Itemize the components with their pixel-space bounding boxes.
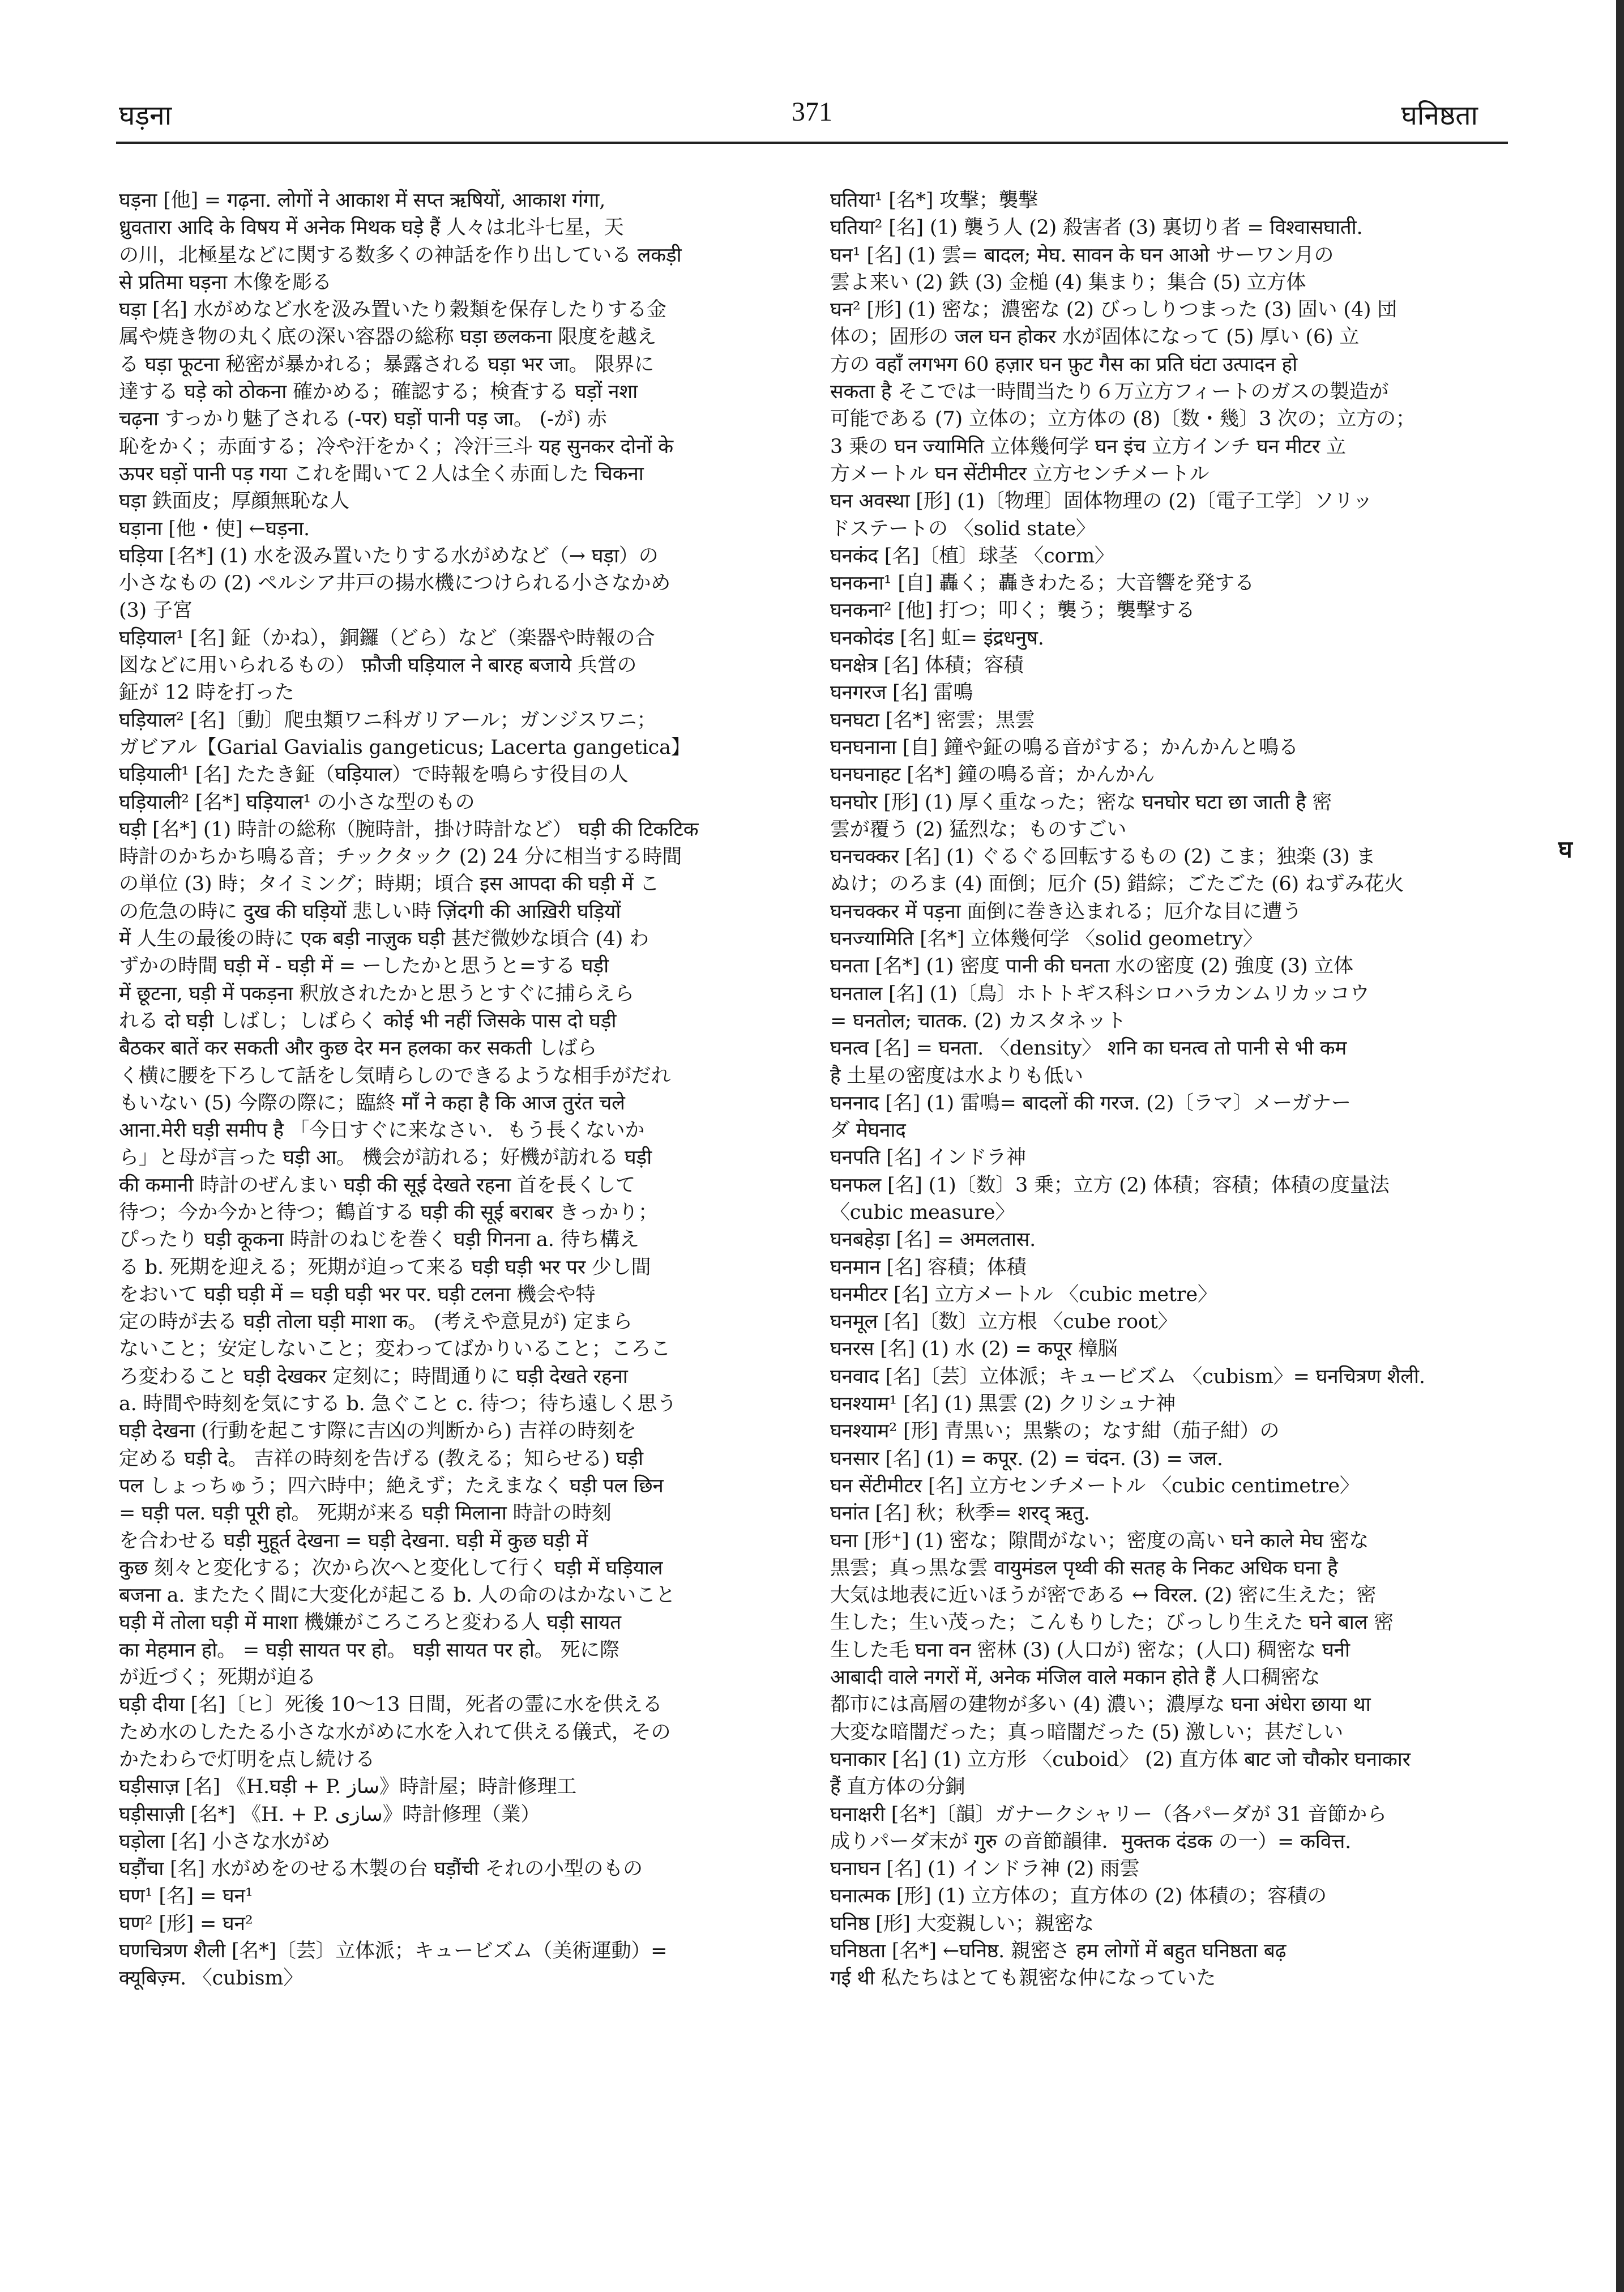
entry-line: を合わせる घड़ी मुहूर्त देखना = घड़ी देखना. घड़ी में कुछ घड़ी में (119, 1529, 588, 1552)
entry-line: ガビアル【Garial Gavialis gangeticus; Lacerta gangetica】 (119, 736, 691, 759)
entry-line: घड़ियाली¹ [名] たたき鉦（घड़ियाल）で時報を鳴らす役目の人 (119, 763, 629, 787)
entry-line: से प्रतिमा घड़ना 木像を彫る (119, 271, 332, 294)
entry-line: ぴったり घड़ी कूकना 時計のねじを巻く घड़ी गिनना a. 待ち構え (119, 1228, 639, 1252)
entry-line: の危急の時に दुख की घड़ियों 悲しい時 ज़िंदगी की आख़िरी घड़ियों (119, 900, 621, 923)
entry-line: घनघटा [名*] 密雲；黒雲 (830, 708, 1035, 732)
entry-line: घड़ी देखना (行動を起こす際に吉凶の判断から) 吉祥の時刻を (119, 1420, 636, 1443)
entry-line: घनरस [名] (1) 水 (2) = कपूर 樟脳 (830, 1338, 1118, 1361)
entry-line: की कमानी 時計のぜんまい घड़ी की सूई देखते रहना 首を長くして (119, 1173, 635, 1197)
entry-line: 可能である (7) 立体の；立方体の (8)〔数・幾〕3 次の；立方の； (830, 408, 1416, 431)
entry-line: घनाक्षरी [名*]〔韻〕ガナークシャリー（各パーダが 31 音節から (830, 1803, 1387, 1826)
entry-line: घतिया² [名] (1) 襲う人 (2) 殺害者 (3) 裏切り者 = विश्वासघाती. (830, 216, 1363, 240)
entry-line: 方の वहाँ लगभग 60 हज़ार घन फ़ुट गैस का प्रति घंटा उत्पादन हो (830, 353, 1297, 376)
entry-line: घनश्याम¹ [名] (1) 黒雲 (2) クリシュナ神 (830, 1393, 1176, 1416)
entry-line: 達する घड़े को ठोकना 確かめる；確認する；検査する घड़ों नशा (119, 381, 638, 404)
entry-line: चढ़ना すっかり魅了される (-पर) घड़ों पानी पड़ जा。 (-が) 赤 (119, 408, 607, 431)
entry-line: कुछ 刻々と変化する；次から次へと変化して行く घड़ी में घड़ियाल (119, 1556, 663, 1580)
entry-line: घनफल [名] (1)〔数〕3 乗；立方 (2) 体積；容積；体積の度量法 (830, 1173, 1390, 1197)
entry-line: 3 乗の घन ज्यामिति 立体幾何学 घन इंच 立方インチ घन मीटर 立 (830, 435, 1346, 458)
entry-line: घड़ियाली² [名*] घड़ियाल¹ の小さな型のもの (119, 791, 475, 814)
entry-line: ぬけ；のろま (4) 面倒；厄介 (5) 錯綜；ごたごた (6) ねずみ花火 (830, 873, 1404, 896)
entry-line: ため水のしたたる小さな水がめに水を入れて供える儀式，その (119, 1721, 671, 1744)
entry-line: 定の時が去る घड़ी तोला घड़ी माशा क。 (考えや意見が) 定まら (119, 1311, 632, 1334)
entry-line: घनकना¹ [自] 轟く；轟きわたる；大音響を発する (830, 572, 1254, 595)
entry-line: घड़ा 鉄面皮；厚顔無恥な人 (119, 490, 350, 513)
entry-line: घनमीटर [名] 立方メートル 〈cubic metre〉 (830, 1283, 1217, 1306)
entry-line: घड़िया [名*] (1) 水を汲み置いたりする水がめなど（→ घड़ा）の (119, 544, 659, 567)
header-rule (116, 142, 1508, 144)
entry-line: 体の；固形の जल घन होकर 水が固体になって (5) 厚い (6) 立 (830, 326, 1360, 349)
entry-line: 成りパーダ末が गुरु の音節韻律．मुक्तक दंडक の一）= कवित्त. (830, 1830, 1352, 1853)
entry-line: घनघोर [形] (1) 厚く重なった；密な घनघोर घटा छा जाती है 密 (830, 791, 1332, 814)
entry-line: घनश्याम² [形] 青黒い；黒紫の；なす紺（茄子紺）の (830, 1420, 1280, 1443)
entry-line: 時計のかちかち鳴る音；チックタック (2) 24 分に相当する時間 (119, 846, 682, 869)
entry-line: 小さなもの (2) ペルシア井戸の揚水機につけられる小さなかめ (119, 572, 671, 595)
entry-line: घड़ौंचा [名] 水がめをのせる木製の台 घड़ौंची それの小型のもの (119, 1858, 643, 1881)
entry-line: घनकोदंड [名] 虹= इंद्रधनुष. (830, 626, 1044, 650)
entry-line: घणचित्रण शैली [名*]〔芸〕立体派；キュービズム（美術運動）= (119, 1940, 668, 1962)
scan-edge (1616, 0, 1624, 2292)
entry-line: ध्रुवतारा आदि के विषय में अनेक मिथक घड़े हैं 人々は北斗七星，天 (119, 216, 624, 240)
entry-line: ずかの時間 घड़ी में - घड़ी में = ーしたかと思うと=する घड़ी (119, 955, 609, 978)
entry-line: घड़ियाल² [名]〔動〕爬虫類ワニ科ガリアール；ガンジスワニ； (119, 708, 657, 732)
entry-line: बजना a. またたく間に大変化が起こる b. 人の命のはかないこと (119, 1584, 676, 1607)
entry-line: = घनतोल; चातक. (2) カスタネット (830, 1009, 1126, 1032)
thumb-index-letter: घ (1558, 835, 1572, 863)
entry-line: घनमूल [名]〔数〕立方根 〈cube root〉 (830, 1311, 1178, 1334)
entry-line: 鉦が 12 時を打った (119, 681, 294, 705)
entry-line: सकता है そこでは一時間当たり６万立方フィートのガスの製造が (830, 381, 1389, 404)
entry-line: आबादी वाले नगरों में, अनेक मंजिल वाले मकान होते हैं 人口稠密な (830, 1666, 1320, 1689)
header-right-guide-word: घनिष्ठता (1401, 100, 1478, 131)
entry-line: く横に腰を下ろして話をし気晴らしのできるような相手がだれ (119, 1064, 671, 1087)
entry-line: घनकंद [名]〔植〕球茎 〈corm〉 (830, 544, 1114, 567)
entry-line: ऊपर घड़ों पानी पड़ गया これを聞いて２人は全く赤面した चिकना (119, 462, 644, 485)
entry-line: घण² [形] = घन² (119, 1912, 253, 1935)
entry-line: る b. 死期を迎える；死期が迫って来る घड़ी घड़ी भर पर 少し間 (119, 1256, 651, 1279)
entry-line: घड़ाना [他・使] ←घड़ना. (119, 517, 310, 540)
entry-line: घनपति [名] インドラ神 (830, 1146, 1026, 1170)
entry-line: आना.मेरी घड़ी समीप है 「今日すぐに来なさい．もう長くないか (119, 1119, 645, 1142)
entry-line: 雲よ来い (2) 鉄 (3) 金槌 (4) 集まり；集合 (5) 立方体 (830, 271, 1306, 294)
entry-line: घड़ी [名*] (1) 時計の総称（腕時計，掛け時計など） घड़ी की टिकटिक (119, 818, 699, 841)
entry-line: में छूटना, घड़ी में पकड़ना 釈放されたかと思うとすぐに捕らえら (119, 982, 634, 1005)
entry-line: घन¹ [名] (1) 雲= बादल; मेघ. सावन के घन आओ サーワン月の (830, 244, 1334, 267)
entry-line: 恥をかく；赤面する；冷や汗をかく；冷汗三斗 यह सुनकर दोनों के (119, 435, 673, 458)
entry-line: れる दो घड़ी しばし；しばらく कोई भी नहीं जिसके पास दो घड़ी (119, 1009, 617, 1032)
entry-line: घनाघन [名] (1) インドラ神 (2) 雨雲 (830, 1858, 1140, 1881)
entry-line: क्यूबिज़्म. 〈cubism〉 (119, 1967, 304, 1990)
entry-line: घनकना² [他] 打つ；叩く；襲う；襲撃する (830, 599, 1195, 622)
entry-line: घनचक्कर में पड़ना 面倒に巻き込まれる；厄介な目に遭う (830, 900, 1302, 923)
entry-line: 図などに用いられるもの） फ़ौजी घड़ियाल ने बारह बजाये 兵営の (119, 654, 637, 677)
entry-line: 生した毛 घना वन 密林 (3) (人口が) 密な；(人口) 稠密な घनी (830, 1638, 1350, 1662)
entry-line: घनबहेड़ा [名] = अमलतास. (830, 1228, 1036, 1252)
entry-line: घनगरज [名] 雷鳴 (830, 681, 973, 705)
entry-line: घनक्षेत्र [名] 体積；容積 (830, 654, 1024, 677)
entry-line: घनता [名*] (1) 密度 पानी की घनता 水の密度 (2) 強度 (3) 立体 (830, 955, 1353, 978)
entry-line: = घड़ी पल. घड़ी पूरी हो。 死期が来る घड़ी मिलाना 時計の時刻 (119, 1502, 612, 1525)
page-number: 371 (792, 97, 832, 127)
entry-line: (3) 子宮 (119, 599, 193, 622)
entry-line: ろ変わること घड़ी देखकर 定刻に；時間通りに घड़ी देखते रहना (119, 1365, 628, 1388)
entry-line: 大変な暗闇だった；真っ暗闇だった (5) 激しい；甚だしい (830, 1721, 1344, 1744)
entry-line: घनात्मक [形] (1) 立方体の；直方体の (2) 体積の；容積の (830, 1885, 1327, 1908)
entry-line: 〈cubic measure〉 (830, 1201, 1015, 1224)
entry-line: घण¹ [名] = घन¹ (119, 1885, 253, 1908)
entry-line: る घड़ा फूटना 秘密が暴かれる；暴露される घड़ा भर जा。 限界に (119, 353, 654, 376)
entry-line: घनघनाहट [名*] 鐘の鳴る音；かんかん (830, 763, 1155, 787)
entry-line: をおいて घड़ी घड़ी में = घड़ी घड़ी भर पर. घड़ी टलना 機会や特 (119, 1283, 596, 1306)
entry-line: もいない (5) 今際の際に；臨終 माँ ने कहा है कि आज तुरंत चले (119, 1091, 625, 1115)
entry-line: घनिष्ठता [名*] ←घनिष्ठ. 親密さ हम लोगों में बहुत घनिष्ठता बढ़ (830, 1940, 1287, 1962)
entry-line: घनताल [名] (1)〔鳥〕ホトトギス科シロハラカンムリカッコウ (830, 982, 1370, 1005)
entry-line: है 土星の密度は水よりも低い (830, 1064, 1083, 1087)
entry-line: ドステートの 〈solid state〉 (830, 517, 1096, 540)
entry-line: घनघनाना [自] 鐘や鉦の鳴る音がする；かんかんと鳴る (830, 736, 1298, 759)
entry-line: घड़ीसाज़ी [名*] 《H. + P. سازی》時計修理（業） (119, 1803, 541, 1826)
entry-line: घनिष्ठ [形] 大変親しい；親密な (830, 1912, 1094, 1935)
entry-line: घनमान [名] 容積；体積 (830, 1256, 1027, 1279)
entry-line: 方メートル घन सेंटीमीटर 立方センチメートル (830, 462, 1210, 485)
entry-line: 黒雲；真っ黒な雲 वायुमंडल पृथ्वी की सतह के निकट अधिक घना है (830, 1556, 1338, 1580)
entry-line: 大気は地表に近いほうが密である ↔ विरल. (2) 密に生えた；密 (830, 1584, 1377, 1607)
entry-line: घनचक्कर [名] (1) ぐるぐる回転するもの (2) こま；独楽 (3) ま (830, 846, 1376, 869)
entry-line: घड़ोला [名] 小さな水がめ (119, 1830, 331, 1853)
entry-line: घड़ीसाज़ [名] 《H.घड़ी + P. ساز》時計屋；時計修理工 (119, 1775, 577, 1799)
entry-line: घनसार [名] (1) = कपूर. (2) = चंदन. (3) = जल. (830, 1447, 1223, 1470)
left-column (119, 187, 796, 2248)
entry-line: घनांत [名] 秋；秋季= शरद् ऋतु. (830, 1502, 1090, 1525)
entry-line: घड़ी में तोला घड़ी में माशा 機嫌がころころと変わる人 घड़ी सायत (119, 1611, 621, 1634)
entry-line: 属や焼き物の丸く底の深い容器の総称 घड़ा छलकना 限度を越え (119, 326, 657, 349)
entry-line: の単位 (3) 時；タイミング；時期；頃合 इस आपदा की घड़ी में こ (119, 873, 660, 896)
entry-line: かたわらで灯明を点し続ける (119, 1748, 375, 1771)
header-left-guide-word: घड़ना (119, 100, 172, 131)
entry-line: घड़ना [他] = गढ़ना. लोगों ने आकाश में सप्त ऋषियों, आकाश गंगा, (119, 189, 606, 212)
entry-line: ら」と母が言った घड़ी आ。 機会が訪れる；好機が訪れる घड़ी (119, 1146, 652, 1170)
entry-line: घन सेंटीमीटर [名] 立方センチメートル 〈cubic centimetre〉 (830, 1474, 1360, 1497)
entry-line: 都市には高層の建物が多い (4) 濃い；濃厚な घना अंधेरा छाया था (830, 1693, 1371, 1717)
entry-line: の川，北極星などに関する数多くの神話を作り出している लकड़ी (119, 244, 682, 267)
entry-line: घना [形⁺] (1) 密な；隙間がない；密度の高い घने काले मेघ 密な (830, 1529, 1369, 1552)
right-column (830, 187, 1505, 2248)
entry-line: घनवाद [名]〔芸〕立体派；キュービズム 〈cubism〉= घनचित्रण शैली. (830, 1365, 1425, 1388)
entry-line: में 人生の最後の時に एक बड़ी नाज़ुक घड़ी 甚だ微妙な頃合 (4) わ (119, 928, 649, 951)
entry-line: घड़ियाल¹ [名] 鉦（かね），銅鑼（どら）など（楽器や時報の合 (119, 626, 655, 650)
entry-line: が近づく；死期が迫る (119, 1666, 317, 1689)
entry-line: 待つ；今か今かと待つ；鶴首する घड़ी की सूई बराबर きっかり； (119, 1201, 658, 1224)
entry-line: घनत्व [名] = घनता. 〈density〉 शनि का घनत्व तो पानी से भी कम (830, 1037, 1347, 1060)
entry-line: घनाकार [名] (1) 立方形 〈cuboid〉 (2) 直方体 बाट जो चौकोर घनाकार (830, 1748, 1411, 1771)
entry-line: घड़ी दीया [名]〔ヒ〕死後 10〜13 日間，死者の霊に水を供える (119, 1693, 663, 1717)
entry-line: घड़ा [名] 水がめなど水を汲み置いたり穀類を保存したりする金 (119, 298, 666, 322)
entry-line: घतिया¹ [名*] 攻撃；襲撃 (830, 189, 1038, 212)
entry-line: 雲が覆う (2) 猛烈な；ものすごい (830, 818, 1127, 841)
entry-line: घन अवस्था [形] (1)〔物理〕固体物理の (2)〔電子工学〕ソリッ (830, 490, 1373, 513)
entry-line: पल しょっちゅう；四六時中；絶えず；たえまなく घड़ी पल छिन (119, 1474, 664, 1497)
entry-line: घननाद [名] (1) 雷鳴= बादलों की गरज. (2)〔ラマ〕メーガナー (830, 1091, 1351, 1115)
entry-line: ないこと；安定しないこと；変わってばかりいること；ころこ (119, 1338, 671, 1361)
entry-line: घनज्यामिति [名*] 立体幾何学 〈solid geometry〉 (830, 928, 1263, 951)
entry-line: 生した；生い茂った；こんもりした；びっしり生えた घने बाल 密 (830, 1611, 1394, 1634)
entry-line: a. 時間や時刻を気にする b. 急ぐこと c. 待つ；待ち遠しく思う (119, 1393, 677, 1416)
entry-line: हैं 直方体の分銅 (830, 1775, 965, 1799)
entry-line: ダ मेघनाद (830, 1119, 906, 1142)
entry-line: का मेहमान हो。 = घड़ी सायत पर हो。 घड़ी सायत पर हो。 死に際 (119, 1638, 619, 1662)
entry-line: घन² [形] (1) 密な；濃密な (2) びっしりつまった (3) 固い (4) 団 (830, 298, 1398, 322)
entry-line: बैठकर बातें कर सकती और कुछ देर मन हलका कर सकती しばら (119, 1037, 597, 1060)
entry-line: गई थी 私たちはとても親密な仲になっていた (830, 1967, 1216, 1990)
entry-line: 定める घड़ी दे。 吉祥の時刻を告げる (教える；知らせる) घड़ी (119, 1447, 643, 1470)
